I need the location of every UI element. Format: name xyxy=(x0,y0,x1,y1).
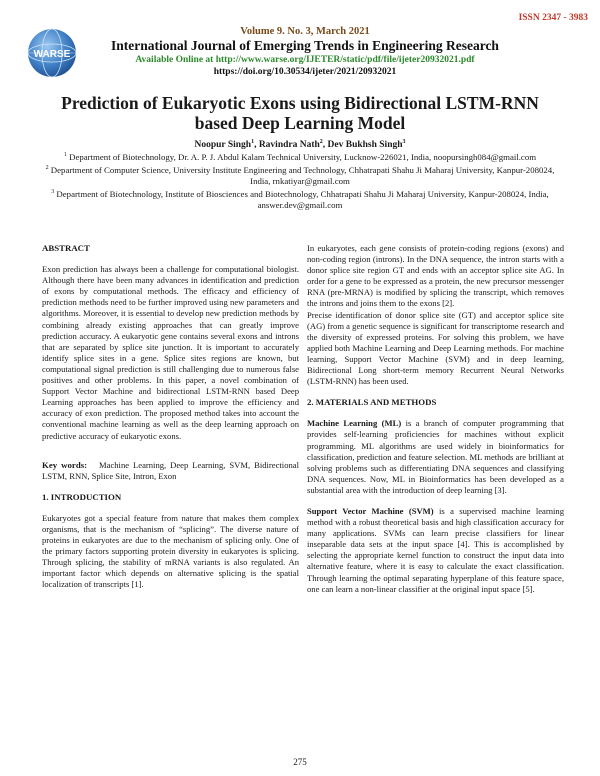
ml-text: is a branch of computer programming that provides self-learning proficiencies for machines without explicit programming. ML algorithms are used widely in bioinformatics for classification, prediction and feature selection. ML methods are brilliant at solving problems such as differentiating DNA sequences and classifying DNA sequences. Now, ML in Bioinformatics has been developed as a substantial area with the introduction of deep learning [3]. xyxy=(307,418,565,495)
title-line-1: Prediction of Eukaryotic Exons using Bidirectional LSTM-RNN xyxy=(61,93,539,113)
ml-term: Machine Learning (ML) xyxy=(307,418,402,429)
abstract-heading: ABSTRACT xyxy=(42,243,90,253)
intro-text: Eukaryotes got a special feature from nature that makes them complex organisms, that is the mechanism of “splicing”. The diverse nature of proteins in eukaryotes are due to the mechanism of splicing only. One of the primary factors supporting protein diversity in eukaryotes is splicing. Through splicing, the stability of mRNA variants is also regulated. An important factor which depends on alternative splicing is the spatial localization of transcripts [1]. xyxy=(42,512,299,590)
warse-logo xyxy=(26,27,78,79)
keywords-text: Machine Learning, Deep Learning, SVM, Bidirectional LSTM, RNN, Splice Site, Intron, Exon xyxy=(42,459,299,481)
available-online-link[interactable]: Available Online at http://www.warse.org/IJETER/static/pdf/file/ijeter20932021.pdf xyxy=(135,55,475,65)
page-number: 275 xyxy=(293,757,307,767)
svm-term: Support Vector Machine (SVM) xyxy=(307,505,434,516)
doi-link[interactable]: https://doi.org/10.30534/ijeter/2021/20932021 xyxy=(213,67,397,77)
author-sup: 2 xyxy=(319,138,323,145)
methods-heading: 2. MATERIALS AND METHODS xyxy=(307,397,437,408)
author-name: Ravindra Nath xyxy=(258,140,320,150)
affiliation-2: $^2$ Department of Computer Science, University Institute Engineering and Technology, Chhatrapati Shahu Ji Maharaj University, Kanpur-208024, India, rnkatiyar@gmail.com xyxy=(45,164,555,187)
intro-heading: 1. INTRODUCTION xyxy=(42,491,122,502)
right-paragraph-1: In eukaryotes, each gene consists of protein-coding regions (exons) and non-coding region (introns). In the DNA sequence, the intron starts with a donor splice site region GT and ends with an acceptor splice site AG. In order for a gene to be expressed as a protein, the new precursor messenger RNA (pre-MRNA) is modified by splicing the transcript, which removes the introns and joins them to the exons [2]. xyxy=(307,243,564,309)
left-column xyxy=(42,243,299,591)
title-line-2: based Deep Learning Model xyxy=(194,113,406,133)
keywords xyxy=(42,460,299,482)
author-list: Noopur Singh$^1$, Ravindra Nath$^2$, Dev Bukhsh Singh$^3$ xyxy=(194,138,406,150)
affiliations xyxy=(42,152,558,213)
volume-info: Volume 9. No. 3, March 2021 xyxy=(240,26,370,37)
author-name: Dev Bukhsh Singh xyxy=(327,140,403,150)
svm-text: is a supervised machine learning method with a robust theoretical basis and high classification accuracy for many applications. SVMs can learn precise classifiers for linear inseparable data sets at the input space [4]. This is accomplished by selecting the appropriate kernel function to construct the input data into alternative feature, where it is easy to calculate the exact classification. Through learning the optimal separating hyperplane of this feature space, one can learn a non-linear classifier at the original input space [5]. xyxy=(307,505,564,594)
svm-paragraph xyxy=(307,506,564,595)
author-sup: 1 xyxy=(251,138,255,145)
issn-label: ISSN 2347 - 3983 xyxy=(518,13,588,23)
ml-paragraph xyxy=(307,418,564,496)
masthead xyxy=(95,25,515,78)
logo-lettering: WARSE xyxy=(33,49,71,60)
author-name: Noopur Singh xyxy=(194,140,252,150)
globe-logo-icon xyxy=(26,27,78,79)
author-sup: 3 xyxy=(402,138,406,145)
right-column xyxy=(307,243,564,595)
abstract-text: Exon prediction has always been a challenge for computational biologist. Although there have been many advances in identification and prediction of exons by computational methods. The efficacy and efficiency of prediction methods need to be further improved using new parameters and algorithms. Moreover, it is essential to develop new prediction methods by combining already existing approaches that can greatly improve prediction accuracy. A eukaryotic gene contains several exons and introns that are separated by splice site junction. It is important to accurately identify splice sites in a gene. Splice sites regions are known, but computational signal prediction is still challenging due to numerous false positives and other problems. In this paper, a novel combination of Support Vector Machine and bidirectional LSTM-RNN based Deep Learning approaches has been applied to improve the efficiency and accuracy of exon prediction. The proposed method takes into account the conventional machine learning as well as the deep learning approach on predictive accuracy of eukaryotic exons. xyxy=(42,264,299,441)
right-paragraph-2: Precise identification of donor splice site (GT) and acceptor splice site (AG) from a genetic sequence is significant for transcriptome research and the diversity of expressed proteins. For solving this problem, we have applied both Machine Learning and Deep Learning methods. For machine learning, Support Vector Machine (SVM) and in deep learning, Bidirectional Long short-term memory Recurrent Neural Networks (LSTM-RNN) has been used. xyxy=(307,309,564,387)
affiliation-3: $^3$ Department of Biotechnology, Institute of Biosciences and Biotechnology, Chhatrapati Shahu Ji Maharaj University, Kanpur-208024, India, answer.dev@gmail.com xyxy=(51,188,549,211)
affiliation-1: $^1$ Department of Biotechnology, Dr. A. P. J. Abdul Kalam Technical University, Lucknow-226021, India, noopursingh084@gmail.com xyxy=(63,152,537,162)
keywords-label: Key words: xyxy=(42,459,88,470)
journal-name: International Journal of Emerging Trends in Engineering Research xyxy=(111,38,499,53)
paper-title xyxy=(40,93,560,133)
